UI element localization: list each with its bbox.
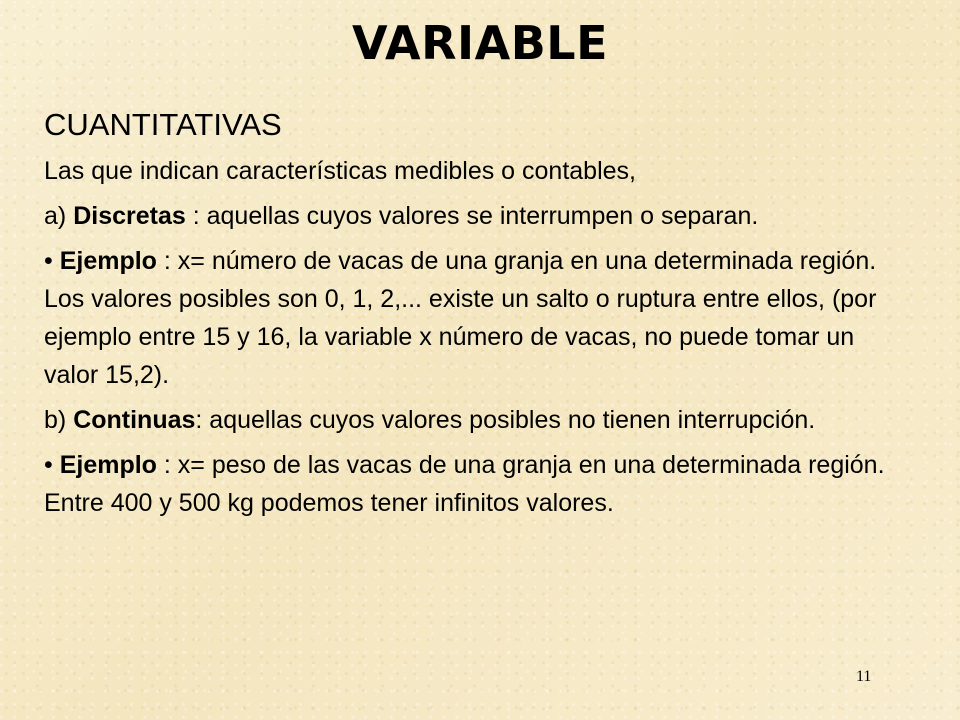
continuas-prefix: b) xyxy=(44,406,74,434)
ejemplo-continuas-term: Ejemplo xyxy=(59,451,157,479)
ejemplo-continuas-paragraph xyxy=(44,446,904,522)
continuas-paragraph xyxy=(44,401,904,439)
ejemplo-discretas-paragraph xyxy=(44,242,904,394)
discretas-prefix: a) xyxy=(44,202,74,230)
definition-text: Las que indican características medibles o contables, xyxy=(44,157,636,185)
discretas-paragraph xyxy=(44,197,904,235)
slide-title: VARIABLE xyxy=(351,16,608,70)
section-heading: CUANTITATIVAS xyxy=(44,107,282,142)
continuas-description: : aquellas cuyos valores posibles no tienen interrupción. xyxy=(195,406,816,434)
ejemplo-discretas-text: : x= número de vacas de una granja en una determinada región. Los valores posibles son 0, 1, 2,... existe un salto o ruptura entre ellos, (por ejemplo entre 15 y 16, la variable x número de vacas, no puede tomar un valor 15,2). xyxy=(44,247,877,389)
ejemplo-discretas-term: Ejemplo xyxy=(59,247,157,275)
page-number: 11 xyxy=(856,668,872,685)
bullet-icon: • xyxy=(44,451,60,479)
ejemplo-continuas-text: : x= peso de las vacas de una granja en una determinada región. Entre 400 y 500 kg podemos tener infinitos valores. xyxy=(44,451,885,517)
discretas-description: : aquellas cuyos valores se interrumpen o separan. xyxy=(185,202,759,230)
bullet-icon: • xyxy=(44,247,60,275)
continuas-term: Continuas xyxy=(73,406,196,434)
discretas-term: Discretas xyxy=(73,202,186,230)
slide-content xyxy=(44,105,904,529)
